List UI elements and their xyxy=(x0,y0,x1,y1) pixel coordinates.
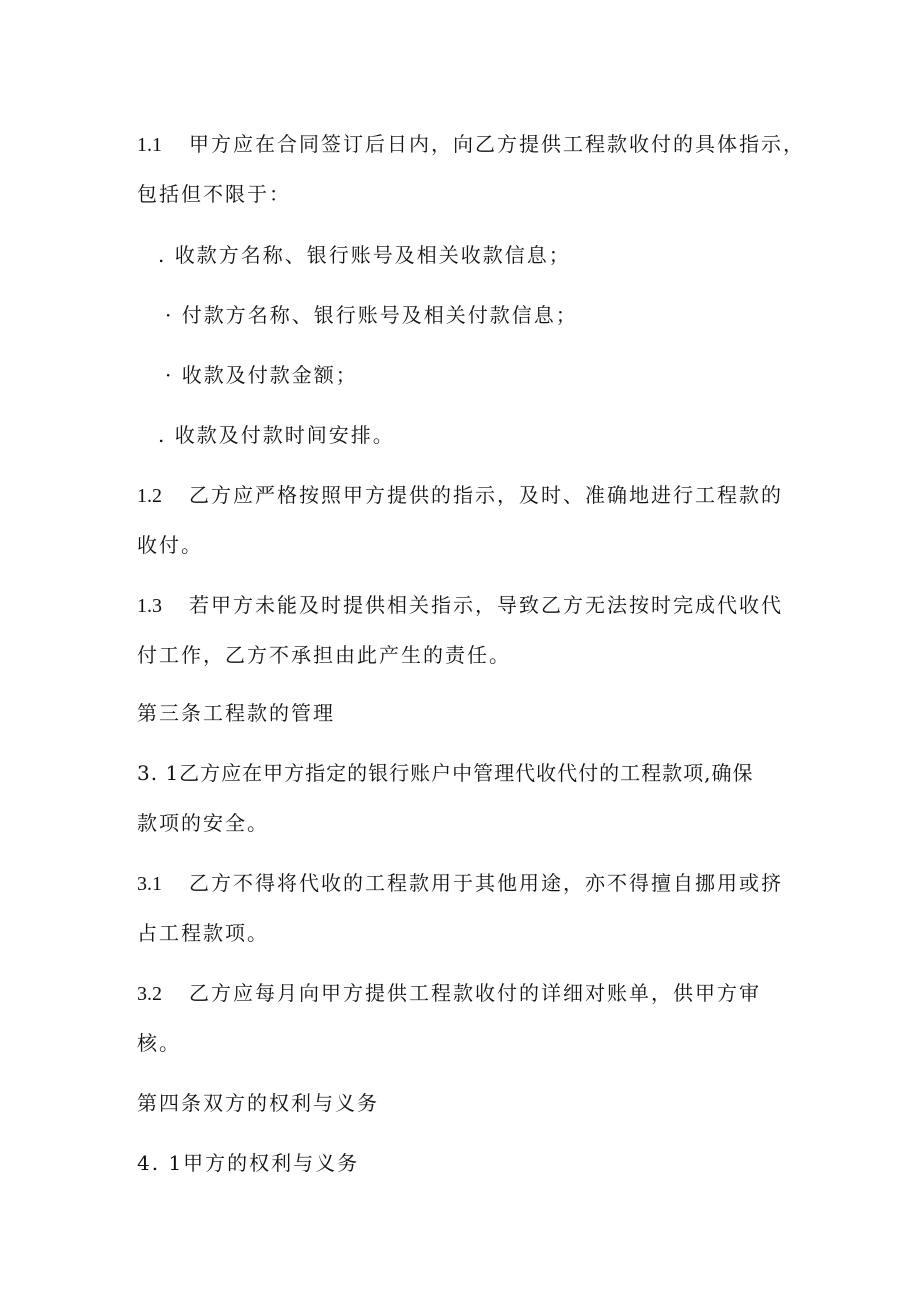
clause-number: 3.1 xyxy=(137,873,162,895)
clause-number: 1.3 xyxy=(137,595,162,617)
clause-number: 3.2 xyxy=(137,983,162,1005)
section-heading-3: 第三条工程款的管理 xyxy=(137,701,335,725)
section-heading-4: 第四条双方的权利与义务 xyxy=(137,1091,379,1115)
clause-number: 1.2 xyxy=(137,485,162,507)
clause-1-2-line-1 xyxy=(137,482,783,509)
clause-3-1a-line-1: 3. 1乙方应在甲方指定的银行账户中管理代收代付的工程款项,确保 xyxy=(137,761,754,785)
clause-text: 甲方应在合同签订后日内，向乙方提供工程款收付的具体指示， xyxy=(189,132,805,156)
clause-3-2-line-2: 核。 xyxy=(137,1031,181,1055)
clause-1-1-line-1 xyxy=(137,131,805,158)
clause-3-1b-line-2: 占工程款项。 xyxy=(137,921,269,945)
bullet-item: . 收款及付款时间安排。 xyxy=(158,423,395,447)
bullet-item: . 收款方名称、银行账号及相关收款信息； xyxy=(158,243,571,267)
bullet-item: · 付款方名称、银行账号及相关付款信息； xyxy=(165,303,578,327)
clause-1-3-line-1 xyxy=(137,592,783,619)
clause-3-2-line-1 xyxy=(137,980,761,1007)
clause-text: 若甲方未能及时提供相关指示，导致乙方无法按时完成代收代 xyxy=(189,593,783,617)
clause-1-1-line-2: 包括但不限于： xyxy=(137,182,291,206)
bullet-item: · 收款及付款金额； xyxy=(165,363,358,387)
clause-3-1b-line-1 xyxy=(137,870,783,897)
clause-text: 乙方应严格按照甲方提供的指示，及时、准确地进行工程款的 xyxy=(189,483,783,507)
clause-text: 乙方不得将代收的工程款用于其他用途，亦不得擅自挪用或挤 xyxy=(189,871,783,895)
clause-1-2-line-2: 收付。 xyxy=(137,533,203,557)
clause-4-1: 4. 1甲方的权利与义务 xyxy=(137,1151,360,1175)
clause-3-1a-line-2: 款项的安全。 xyxy=(137,811,269,835)
clause-text: 乙方应每月向甲方提供工程款收付的详细对账单，供甲方审 xyxy=(189,981,761,1005)
clause-1-3-line-2: 付工作，乙方不承担由此产生的责任。 xyxy=(137,643,511,667)
clause-number: 1.1 xyxy=(137,134,162,156)
